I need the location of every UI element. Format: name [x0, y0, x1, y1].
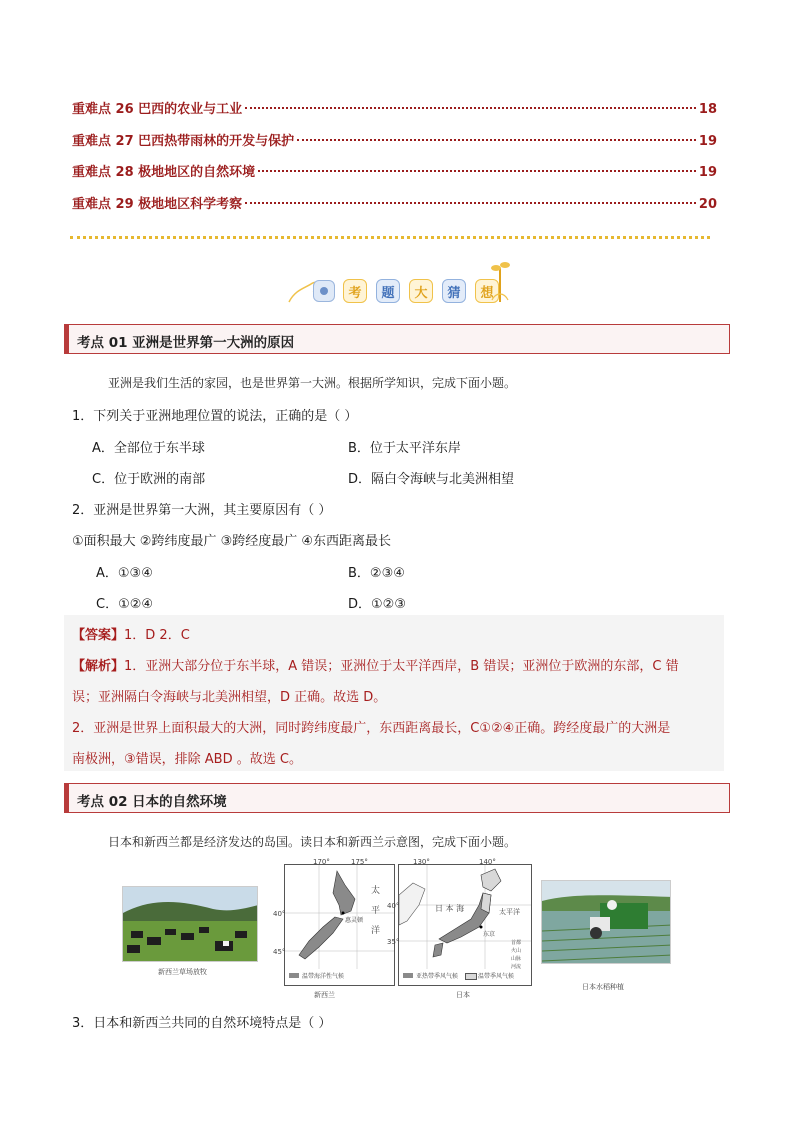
map-lat-label: 35°: [387, 938, 400, 946]
map-lon-label: 175°: [351, 858, 368, 866]
analysis-line: 2．亚洲是世界上面积最大的大洲，同时跨纬度最广，东西距离最长，C①②④正确。跨经度最广的大洲是: [72, 721, 671, 736]
nz-map-drawing: [285, 865, 394, 969]
option-a: A．全部位于东半球: [92, 441, 205, 456]
toc-entry-page: 19: [698, 133, 717, 149]
dot-badge-icon: [313, 280, 335, 302]
map-sea-label: 日 本 海: [435, 904, 465, 913]
toc-entry[interactable]: [72, 161, 717, 193]
analysis-line: 南极洲，③错误，排除 ABD 。故选 C。: [72, 752, 302, 767]
figure-caption: 新西兰: [314, 991, 335, 999]
option-d: D．隔白令海峡与北美洲相望: [348, 472, 515, 487]
toc-leader-dots: [245, 107, 696, 109]
option-b: B．位于太平洋东岸: [348, 441, 461, 456]
toc-entry[interactable]: [72, 130, 717, 162]
map-legend-label: 温带海洋性气候: [302, 973, 345, 980]
dotted-divider: [70, 236, 710, 239]
legend-swatch: [289, 973, 299, 978]
nz-grazing-photo: [122, 886, 258, 962]
toc-leader-dots: [297, 139, 696, 141]
map-lon-label: 130°: [413, 858, 430, 866]
table-of-contents: [72, 98, 717, 224]
section-heading-02: [64, 783, 730, 813]
toc-entry-label: 重难点 29 极地地区科学考察: [72, 196, 243, 212]
heading-accent-bar: [65, 784, 69, 812]
map-lon-label: 140°: [479, 858, 496, 866]
toc-leader-dots: [258, 170, 696, 172]
option-c: C．①②④: [96, 597, 154, 612]
figure-caption: 日本: [456, 991, 470, 999]
analysis-line: 误；亚洲隔白令海峡与北美洲相望，D 正确。故选 D。: [72, 690, 387, 705]
banner-char: 考: [343, 279, 367, 303]
map-legend-label: 温带季风气候: [478, 973, 515, 980]
answer-line: [72, 624, 190, 643]
map-legend-label: 亚热带季风气候: [416, 973, 459, 980]
japan-map: [387, 858, 532, 986]
legend-swatch: [465, 973, 477, 980]
new-zealand-map: [273, 858, 395, 986]
map-sea-label: 平: [371, 906, 381, 916]
option-d: D．①②③: [348, 597, 406, 612]
question-2: 2．亚洲是世界第一大洲，其主要原因有（ ）: [72, 503, 332, 518]
map-key-label: 首都: [511, 940, 522, 946]
map-lat-label: 40°: [273, 910, 286, 918]
toc-entry-page: 20: [698, 196, 717, 212]
figure-caption: 新西兰草场放牧: [158, 968, 207, 976]
toc-entry-label: 重难点 28 极地地区的自然环境: [72, 165, 256, 180]
toc-leader-dots: [245, 202, 696, 204]
section-title: 考点 01 亚洲是世界第一大洲的原因: [77, 335, 295, 351]
toc-entry-page: 19: [698, 165, 717, 180]
legend-swatch: [403, 973, 413, 978]
map-ocean-label: 太平洋: [499, 908, 520, 916]
answer-label: 【答案】: [72, 628, 125, 643]
map-sea-label: 洋: [371, 926, 381, 936]
toc-entry-label: 重难点 27 巴西热带雨林的开发与保护: [72, 133, 295, 149]
option-a: A．①③④: [96, 566, 153, 581]
japan-rice-photo: [541, 880, 671, 964]
map-key-label: 火山: [511, 948, 522, 954]
analysis-line: [72, 655, 679, 674]
question-1: 1．下列关于亚洲地理位置的说法，正确的是（ ）: [72, 409, 358, 424]
section-heading-01: [64, 324, 730, 354]
figure-row: [0, 860, 794, 1000]
option-c: C．位于欧洲的南部: [92, 472, 206, 487]
map-city-label: 惠灵顿: [345, 917, 364, 924]
banner-char: 大: [409, 279, 433, 303]
rice-planting-image: [542, 881, 671, 964]
map-key-label: 河流: [511, 964, 522, 970]
exam-guess-banner: [285, 260, 515, 310]
question-2-items: ①面积最大 ②跨纬度最广 ③跨经度最广 ④东西距离最长: [72, 534, 392, 549]
banner-char: 猜: [442, 279, 466, 303]
banner-char: 题: [376, 279, 400, 303]
banner-char: 想: [475, 279, 499, 303]
map-sea-label: 太: [371, 886, 381, 896]
sprout-icon: [490, 260, 514, 304]
toc-entry[interactable]: [72, 193, 717, 225]
question-intro: 亚洲是我们生活的家园，也是世界第一大洲。根据所学知识，完成下面小题。: [108, 376, 517, 390]
question-intro: 日本和新西兰都是经济发达的岛国。读日本和新西兰示意图，完成下面小题。: [108, 835, 517, 849]
analysis-text: 1．亚洲大部分位于东半球，A 错误；亚洲位于太平洋西岸，B 错误；亚洲位于欧洲的东部，C 错: [124, 659, 679, 674]
toc-entry-page: 18: [698, 102, 717, 117]
toc-entry[interactable]: [72, 98, 717, 130]
cattle-pasture-image: [123, 887, 258, 962]
answer-text: 1．D 2．C: [124, 628, 190, 643]
map-lat-label: 45°: [273, 948, 286, 956]
map-lon-label: 170°: [313, 858, 330, 866]
question-3: 3．日本和新西兰共同的自然环境特点是（ ）: [72, 1016, 332, 1031]
map-lat-label: 40°: [387, 902, 400, 910]
figure-caption: 日本水稻种植: [582, 983, 624, 991]
map-city-label: 东京: [483, 931, 496, 938]
map-key-label: 山脉: [511, 956, 522, 962]
analysis-label: 【解析】: [72, 659, 125, 674]
section-title: 考点 02 日本的自然环境: [77, 794, 227, 810]
toc-entry-label: 重难点 26 巴西的农业与工业: [72, 102, 243, 117]
heading-accent-bar: [65, 325, 69, 353]
option-b: B．②③④: [348, 566, 405, 581]
